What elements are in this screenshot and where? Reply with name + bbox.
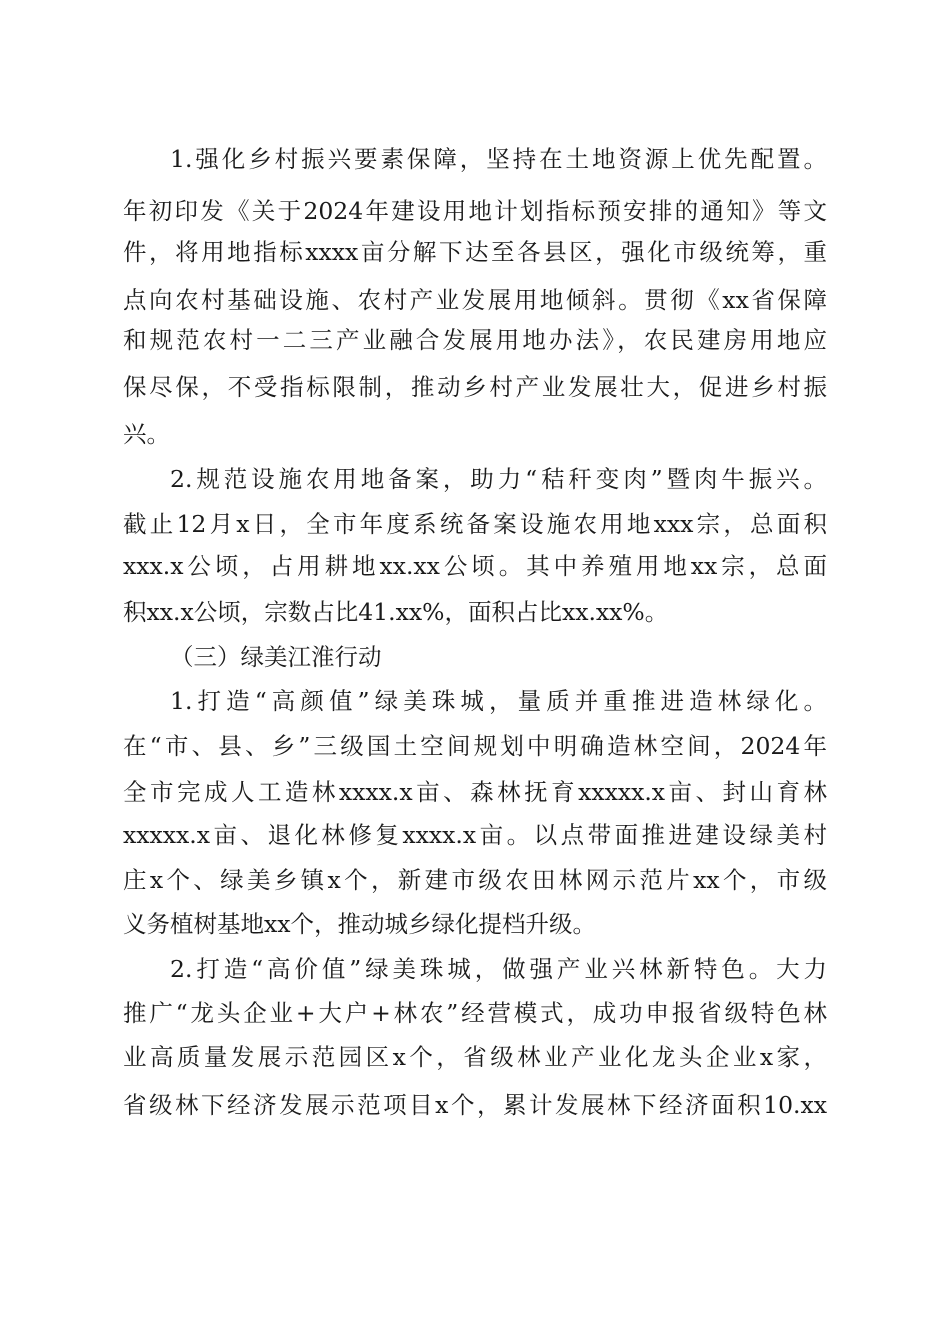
paragraph-1-line-5: 和规范农村一二三产业融合发展用地办法》，农民建房用地应 [123, 326, 827, 354]
paragraph-4-line-1: 2.打造“高价值”绿美珠城，做强产业兴林新特色。大力 [170, 955, 827, 983]
paragraph-1-line-3: 件，将用地指标xxxx亩分解下达至各县区，强化市级统筹，重 [123, 238, 827, 266]
section-heading: （三）绿美江淮行动 [170, 643, 382, 671]
paragraph-3-line-4: xxxxx.x亩、退化林修复xxxx.x亩。以点带面推进建设绿美村 [123, 821, 827, 849]
paragraph-1-line-7: 兴。 [123, 420, 170, 448]
paragraph-1-line-2: 年初印发《关于2024年建设用地计划指标预安排的通知》等文 [123, 197, 827, 225]
paragraph-2-line-4: 积xx.x公顷，宗数占比41.xx%，面积占比xx.xx%。 [123, 598, 669, 626]
paragraph-1-line-1: 1.强化乡村振兴要素保障，坚持在土地资源上优先配置。 [170, 145, 827, 173]
paragraph-3-line-2: 在“市、县、乡”三级国土空间规划中明确造林空间，2024年 [123, 732, 827, 760]
paragraph-4-line-2: 推广“龙头企业+大户+林农”经营模式，成功申报省级特色林 [123, 999, 827, 1027]
paragraph-2-line-3: xxx.x公顷，占用耕地xx.xx公顷。其中养殖用地xx宗，总面 [123, 552, 827, 580]
paragraph-1-line-6: 保尽保，不受指标限制，推动乡村产业发展壮大，促进乡村振 [123, 373, 827, 401]
paragraph-3-line-5: 庄x个、绿美乡镇x个，新建市级农田林网示范片xx个，市级 [123, 866, 827, 894]
paragraph-3-line-6: 义务植树基地xx个，推动城乡绿化提档升级。 [123, 910, 597, 938]
paragraph-4-line-3: 业高质量发展示范园区x个，省级林业产业化龙头企业x家， [123, 1043, 827, 1071]
paragraph-3-line-1: 1.打造“高颜值”绿美珠城，量质并重推进造林绿化。 [170, 687, 827, 715]
paragraph-2-line-1: 2.规范设施农用地备案，助力“秸秆变肉”暨肉牛振兴。 [170, 465, 827, 493]
paragraph-3-line-3: 全市完成人工造林xxxx.x亩、森林抚育xxxxx.x亩、封山育林 [123, 778, 827, 806]
paragraph-2-line-2: 截止12月x日，全市年度系统备案设施农用地xxx宗，总面积 [123, 510, 827, 538]
paragraph-4-line-4: 省级林下经济发展示范项目x个，累计发展林下经济面积10.xx [123, 1091, 827, 1119]
paragraph-1-line-4: 点向农村基础设施、农村产业发展用地倾斜。贯彻《xx省保障 [123, 286, 827, 314]
